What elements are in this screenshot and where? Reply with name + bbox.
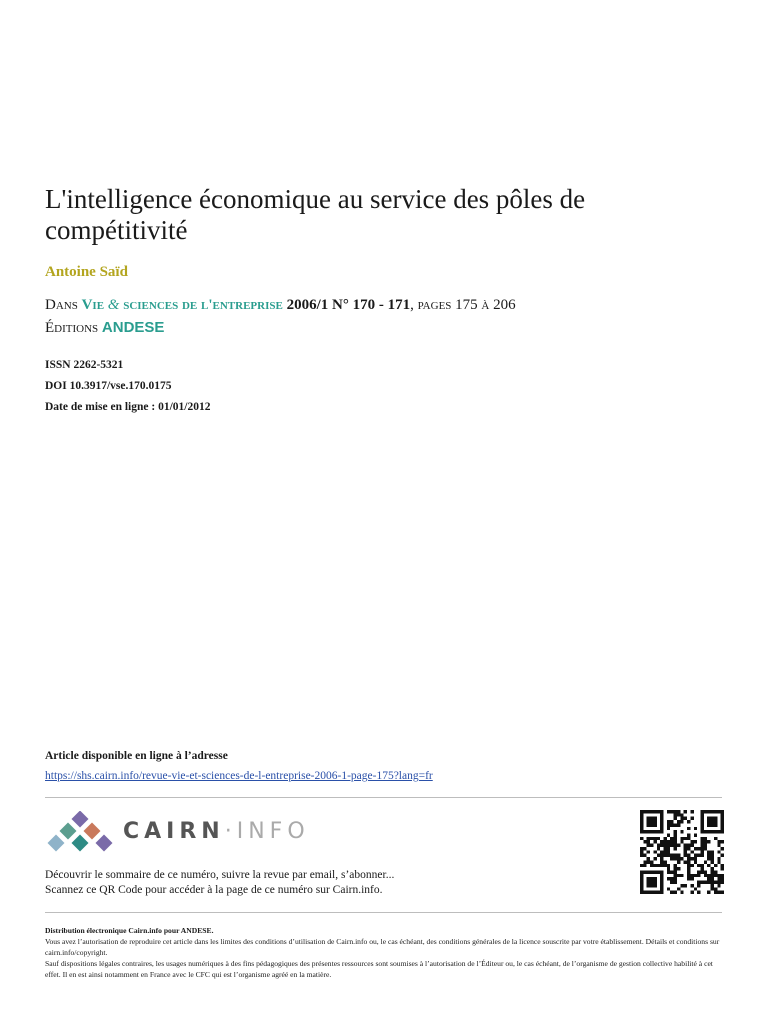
author-link[interactable]: Antoine Saïd <box>45 264 128 280</box>
logo-suffix: INFO <box>236 819 310 844</box>
pages-range: , pages 175 à 206 <box>410 297 516 313</box>
distribution-notice: Distribution électronique Cairn.info pour ANDESE. <box>45 926 214 935</box>
publisher-line <box>45 319 164 337</box>
logo-dot: · <box>224 819 237 844</box>
doi: DOI 10.3917/vse.170.0175 <box>45 380 172 392</box>
article-title: L'intelligence économique au service des pôles de compétitivité <box>45 184 586 245</box>
legal-footer <box>45 925 725 980</box>
journal-name-part1: Vie <box>81 297 105 313</box>
promo-line-1: Découvrir le sommaire de ce numéro, suivre la revue par email, s’abonner... <box>45 869 395 881</box>
journal-name-part2: sciences de l'entreprise <box>123 297 283 313</box>
availability-label: Article disponible en ligne à l’adresse <box>45 750 228 762</box>
divider-top <box>45 797 722 798</box>
article-url-link[interactable]: https://shs.cairn.info/revue-vie-et-sciences-de-l-entreprise-2006-1-page-175?lang=fr <box>45 770 433 782</box>
article-metadata <box>45 355 210 418</box>
journal-ampersand: & <box>107 297 120 313</box>
divider-bottom <box>45 912 722 913</box>
issue-link[interactable]: 2006/1 N° 170 - 171 <box>286 297 411 313</box>
promo-text <box>45 868 394 898</box>
qr-code-icon[interactable] <box>640 810 724 894</box>
promo-line-2: Scannez ce QR Code pour accéder à la page de ce numéro sur Cairn.info. <box>45 884 383 896</box>
cairn-logo[interactable] <box>45 811 335 855</box>
citation-line <box>45 297 516 314</box>
cairn-wordmark <box>123 819 310 844</box>
publisher-link[interactable]: ANDESE <box>101 319 165 336</box>
legal-notice: Sauf dispositions légales contraires, les usages numériques à des fins pédagogiques des présentes ressources sont soumises à l’autorisation de l’Éditeur ou, le cas échéant, de l’organisme de gestion collective habilité à cet effet. Il en est ainsi notamment en France avec le CFC qui est l’organisme agréé en la matière. <box>45 959 713 979</box>
editions-label: Éditions <box>45 320 99 336</box>
reproduction-notice: Vous avez l’autorisation de reproduire cet article dans les limites des conditions d’utilisation de Cairn.info ou, le cas échéant, des conditions générales de la licence souscrite par votre établissement. Détails et conditions sur cairn.info/copyright. <box>45 937 720 957</box>
dans-label: Dans <box>45 297 78 313</box>
logo-brand: CAIRN <box>123 819 225 844</box>
issn: ISSN 2262-5321 <box>45 359 124 371</box>
author <box>45 264 128 281</box>
online-date: Date de mise en ligne : 01/01/2012 <box>45 401 211 413</box>
journal-link[interactable] <box>82 297 283 313</box>
cairn-logo-mark-icon <box>45 811 115 855</box>
